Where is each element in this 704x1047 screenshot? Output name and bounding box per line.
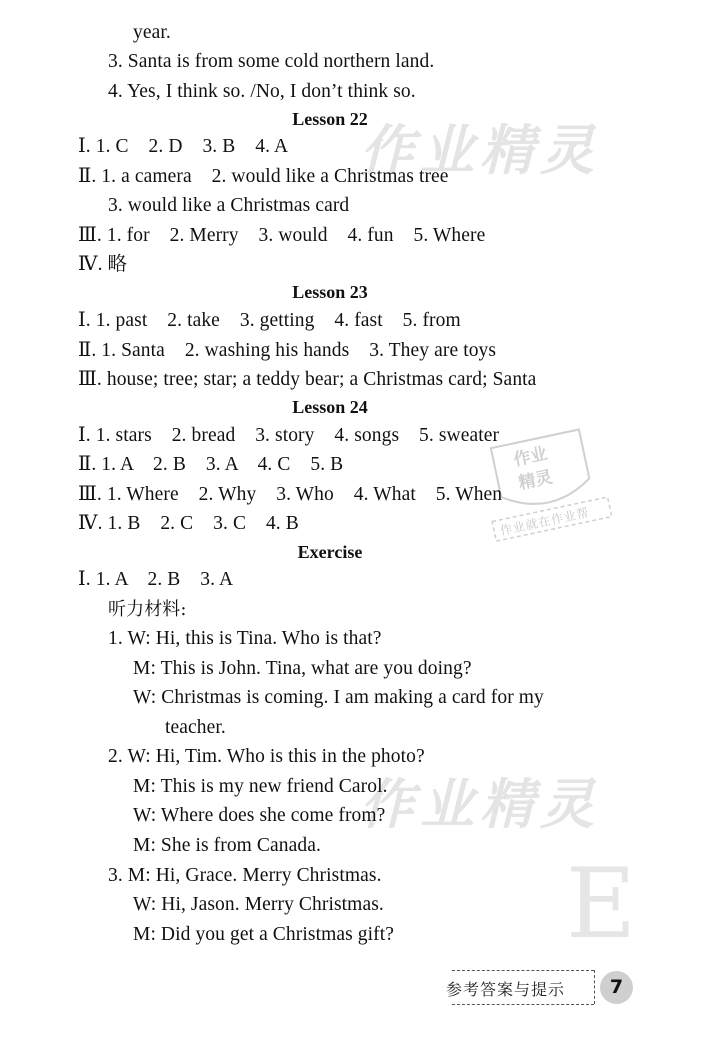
text-line: Ⅳ. 略	[78, 254, 128, 275]
text-line: Ⅱ. 1. Santa 2. washing his hands 3. They are toys	[78, 340, 497, 361]
stamp-text-bottom: 作业就在作业帮	[498, 505, 591, 538]
text-line: M: This is my new friend Carol.	[133, 776, 388, 797]
text-line: W: Hi, Jason. Merry Christmas.	[133, 894, 384, 915]
text-line: 3. M: Hi, Grace. Merry Christmas.	[108, 865, 382, 886]
text-line: Ⅰ. 1. A 2. B 3. A	[78, 569, 234, 590]
stamp-text-mid: 精灵	[516, 467, 555, 494]
text-line: Ⅲ. house; tree; star; a teddy bear; a Christmas card; Santa	[78, 369, 537, 390]
text-line: 3. would like a Christmas card	[108, 195, 350, 216]
text-line: Ⅰ. 1. C 2. D 3. B 4. A	[78, 136, 289, 157]
text-line: 3. Santa is from some cold northern land.	[108, 51, 435, 72]
text-line: 4. Yes, I think so. /No, I don’t think so.	[108, 81, 416, 102]
text-line: Ⅳ. 1. B 2. C 3. C 4. B	[78, 513, 299, 534]
text-line: Ⅱ. 1. a camera 2. would like a Christmas tree	[78, 166, 449, 187]
watermark-letter: E	[566, 848, 637, 960]
footer-separator	[594, 970, 595, 1004]
lesson-heading: Lesson 22	[292, 109, 368, 129]
text-line: W: Christmas is coming. I am making a card for my	[133, 687, 544, 708]
text-line: 2. W: Hi, Tim. Who is this in the photo?	[108, 746, 425, 767]
footer-label: 参考答案与提示	[446, 980, 566, 999]
text-line: 听力材料:	[108, 599, 187, 620]
text-line: Ⅲ. 1. Where 2. Why 3. Who 4. What 5. When	[78, 484, 503, 505]
text-line: teacher.	[165, 717, 226, 738]
text-line: M: Did you get a Christmas gift?	[133, 924, 395, 945]
lesson-heading: Lesson 24	[292, 397, 368, 417]
stamp-text-top: 作业	[511, 443, 550, 471]
text-line: M: She is from Canada.	[133, 835, 321, 856]
text-line: year.	[133, 22, 171, 43]
text-line: Ⅰ. 1. stars 2. bread 3. story 4. songs 5. sweater	[78, 425, 500, 446]
text-line: M: This is John. Tina, what are you doing?	[133, 658, 472, 679]
page-number: 7	[600, 971, 633, 1004]
watermark-top: 作业精灵	[360, 119, 600, 182]
text-line: 1. W: Hi, this is Tina. Who is that?	[108, 628, 382, 649]
watermark-bottom: 作业精灵	[360, 773, 600, 836]
text-line: Ⅰ. 1. past 2. take 3. getting 4. fast 5. from	[78, 310, 461, 331]
footer-rule-bottom	[452, 1004, 594, 1005]
text-line: Ⅱ. 1. A 2. B 3. A 4. C 5. B	[78, 454, 344, 475]
lesson-heading: Lesson 23	[292, 282, 368, 302]
text-line: Ⅲ. 1. for 2. Merry 3. would 4. fun 5. Where	[78, 225, 486, 246]
footer-rule-top	[452, 970, 594, 971]
text-line: W: Where does she come from?	[133, 805, 386, 826]
exercise-heading: Exercise	[297, 542, 363, 562]
